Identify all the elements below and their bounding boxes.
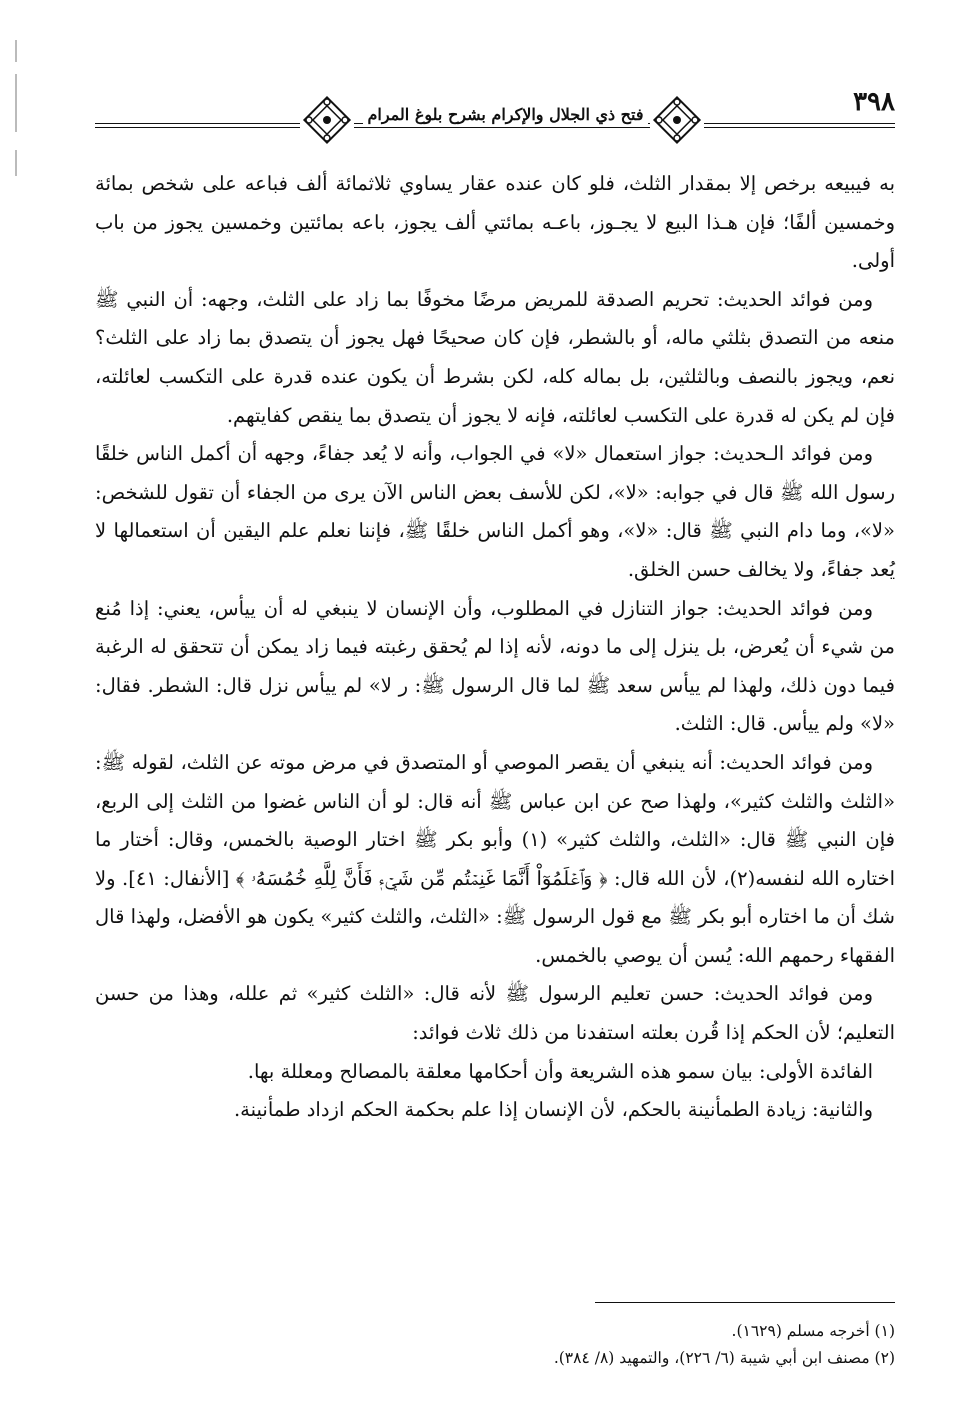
arabesque-ornament-icon xyxy=(300,93,354,147)
footnote: (١) أخرجه مسلم (١٦٢٩). xyxy=(731,1322,895,1340)
scan-margin-marks xyxy=(14,40,18,180)
paragraph: الفائدة الأولى: بيان سمو هذه الشريعة وأن أحكامها معلقة بالمصالح ومعللة بها. xyxy=(247,1059,873,1083)
paragraph: والثانية: زيادة الطمأنينة بالحكم، لأن الإنسان إذا علم بحكمة الحكم ازداد طمأنينة. xyxy=(233,1098,873,1122)
paragraph: ومن فوائد الـحديث: جواز استعمال «لا» في الجواب، وأنه لا يُعد جفاءً، وجهه أن أكمل الناس خلقًا رسول الله ﷺ قال في جوابه: «لا»، لكن للأسف بعض الناس الآن يرى من الجفاء أن تقول للشخص: «لا»، وما دام النبي ﷺ قال: «لا»، وهو أكمل الناس خلقًا ﷺ، فإننا نعلم علم اليقين أن استعمالها لا يُعد جفاءً، ولا يخالف حسن الخلق. xyxy=(95,442,895,581)
main-text xyxy=(95,165,895,1130)
page-number: ٣٩٨ xyxy=(847,85,895,119)
paragraph: ومن فوائد الحديث: أنه ينبغي أن يقصر الموصي أو المتصدق في مرض موته عن الثلث، لقوله ﷺ: «الثلث والثلث كثير»، ولهذا صح عن ابن عباس ﷺ أنه قال: لو أن الناس غضوا من الثلث إلى الربع، فإن النبي ﷺ قال: «الثلث، والثلث كثير» (١) وأبو بكر ﷺ اختار الوصية بالخمس، وقال: أختار ما اختاره الله لنفسه(٢)، لأن الله قال: ﴿ وَٱعۡلَمُوٓاْ أَنَّمَا غَنِمۡتُم مِّن شَيۡءٖ فَأَنَّ لِلَّهِ خُمُسَهُۥ ﴾ [الأنفال: ٤١]. ولا شك أن ما اختاره أبو بكر ﷺ مع قول الرسول ﷺ: «الثلث، والثلث كثير» يكون هو الأفضل، ولهذا قال الفقهاء رحمهم الله: يُسن أن يوصي بالخمس. xyxy=(95,750,896,967)
paragraph: ومن فوائد الحديث: جواز التنازل في المطلوب، وأن الإنسان لا ينبغي له أن ييأس، يعني: إذا مُنع من شيء أن يُعرض، بل ينزل إلى ما دونه، لأنه إذا لم يُحقق رغبته فيما زاد يمكن أن تتحقق له الرغبة فيما دون ذلك، ولهذا لم ييأس سعد ﷺ لما قال الرسول ﷺ: ر لا» لم ييأس نزل قال: الشطر. فقال: «لا» ولم ييأس. قال: الثلث. xyxy=(95,596,895,736)
arabesque-ornament-icon xyxy=(650,93,704,147)
paragraph: ومن فوائد الحديث: تحريم الصدقة للمريض مرضًا مخوفًا بما زاد على الثلث، وجهه: أن النبي ﷺ منعه من التصدق بثلثي ماله، أو بالشطر، فإن كان صحيحًا فهل يجوز أن يتصدق بما زاد على الثلث؟ نعم، ويجوز بالنصف وبالثلثين، بل بماله كله، لكن بشرط أن يكون عنده قدرة على التكسب لعائلته، فإن لم يكن له قدرة على التكسب لعائلته، فإنه لا يجوز أن يتصدق بما ينقص كفايتهم. xyxy=(95,287,895,427)
paragraph: ومن فوائد الحديث: حسن تعليم الرسول ﷺ لأنه قال: «الثلث كثير» ثم علله، وهذا من حسن التعليم؛ لأن الحكم إذا قُرن بعلته استفدنا من ذلك ثلاث فوائد: xyxy=(95,982,895,1045)
footnote: (٢) مصنف ابن أبي شيبة (٦/ ٢٢٦)، والتمهيد (٨/ ٣٨٤). xyxy=(553,1349,895,1367)
footnotes xyxy=(95,1318,895,1372)
running-title: فتح ذي الجلال والإكرام بشرح بلوغ المرام xyxy=(363,103,648,127)
footnote-rule xyxy=(595,1302,895,1303)
page-header xyxy=(95,85,895,155)
paragraph: به فيبيعه برخص إلا بمقدار الثلث، فلو كان عنده عقار يساوي ثلاثمائة ألف فباعه على شخص بمائة وخمسين ألفًا؛ فإن هـذا البيع لا يجـوز، باعـه بمائتي ألف يجوز، باعه بمائتين وخمسين يجوز من باب أولى. xyxy=(95,172,895,273)
